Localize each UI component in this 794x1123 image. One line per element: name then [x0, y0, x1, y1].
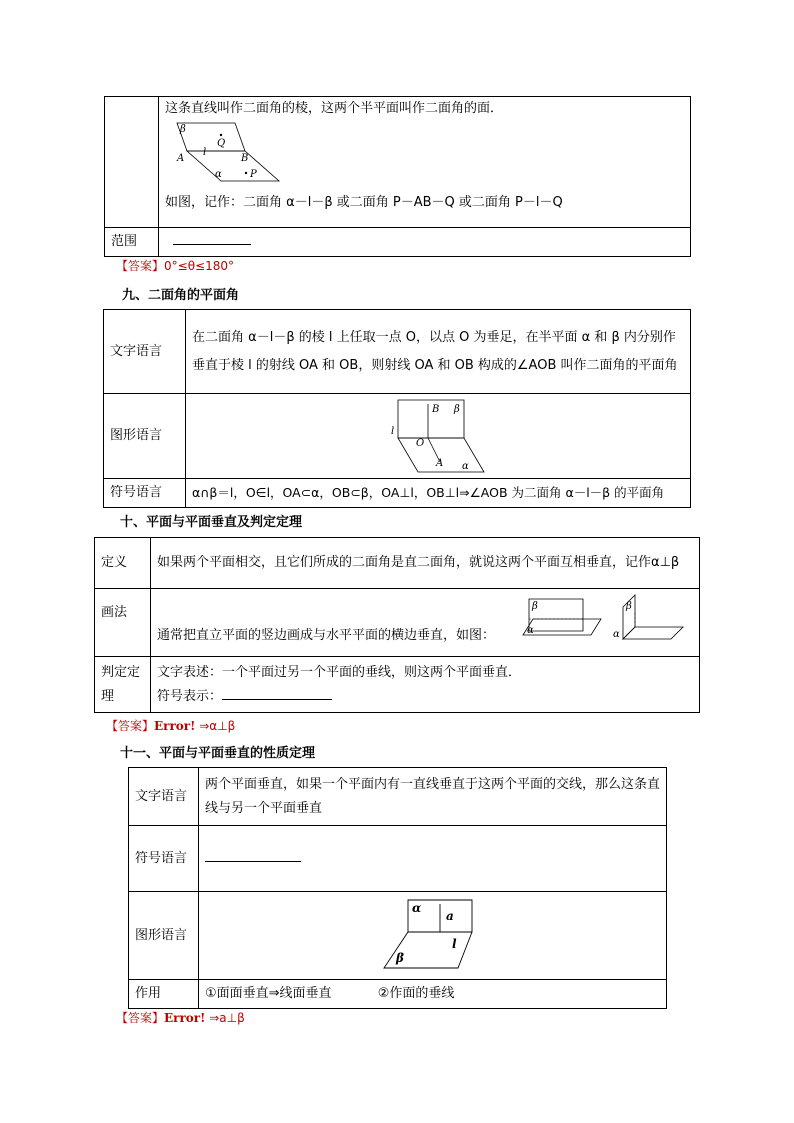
- judge-cell: [151, 657, 700, 713]
- draw-content: 通常把直立平面的竖边画成与水平平面的横边垂直，如图：: [157, 628, 496, 643]
- perpendicular-drawing-2: [611, 593, 691, 643]
- table-cell-empty: [105, 97, 159, 228]
- table-cell-content: [159, 97, 691, 228]
- answer-property: 【答案】Error! ⇒a⊥β: [116, 1011, 245, 1025]
- graph-lang-cell: [186, 394, 691, 479]
- draw-label: 画法: [95, 589, 151, 657]
- use-1: ①面面垂直⇒线面垂直: [205, 986, 332, 1001]
- draw-cell: [151, 589, 700, 657]
- judge-text: 文字表述：一个平面过另一个平面的垂线，则这两个平面垂直．: [157, 664, 522, 680]
- perpendicular-drawing-1: [521, 597, 605, 647]
- beta-label-2: β: [626, 601, 632, 612]
- l-label: l: [451, 936, 457, 951]
- beta-label: β: [395, 950, 404, 965]
- a-label: a: [445, 908, 454, 923]
- b-label: B: [241, 153, 249, 164]
- beta-label-1: β: [532, 601, 538, 612]
- graph-lang-cell-11: [199, 892, 667, 980]
- dihedral-angle-figure: [171, 121, 281, 187]
- text-lang-label-11: 文字语言: [129, 768, 199, 826]
- symbol-lang-label-11: 符号语言: [129, 826, 199, 892]
- judge-label: 判定定理: [95, 657, 151, 713]
- l-label: l: [203, 147, 207, 158]
- alpha-label-1: α: [527, 625, 534, 636]
- o-label: O: [416, 438, 425, 449]
- q-label: Q: [217, 138, 226, 149]
- range-blank: [173, 232, 251, 245]
- plane-angle-table: [103, 309, 691, 508]
- alpha-label-2: α: [613, 629, 620, 640]
- heading-plane-angle: 九、二面角的平面角: [122, 288, 240, 303]
- edge-face-definition: 这条直线叫作二面角的棱，这两个半平面叫作二面角的面．: [165, 101, 504, 116]
- alpha-label: α: [411, 900, 421, 915]
- perpendicular-property-table: [128, 767, 667, 1009]
- a-label: A: [177, 153, 185, 164]
- use-2: ②作面的垂线: [377, 986, 455, 1001]
- notation-line: 如图，记作：二面角 α－l－β 或二面角 P－AB－Q 或二面角 P－l－Q: [165, 195, 563, 210]
- text-lang-label: 文字语言: [104, 310, 186, 394]
- answer-judge: 【答案】Error! ⇒α⊥β: [106, 719, 236, 733]
- symbol-lang-label: 符号语言: [104, 479, 186, 508]
- symbol-blank-cell: [199, 826, 667, 892]
- text-lang-content: 在二面角 α－l－β 的棱 l 上任取一点 O，以点 O 为垂足，在半平面 α 和 β 内分别作垂直于棱 l 的射线 OA 和 OB，则射线 OA 和 OB 构成的∠AOB 叫作二面角的平面角: [186, 310, 691, 394]
- beta-label: β: [180, 124, 186, 135]
- judge-symbol-row: 符号表示：: [157, 685, 693, 709]
- judge-blank: [222, 687, 332, 700]
- heading-perpendicular-property: 十一、平面与平面垂直的性质定理: [120, 746, 316, 761]
- graph-lang-label-11: 图形语言: [129, 892, 199, 980]
- use-label: 作用: [129, 980, 199, 1009]
- beta-label: β: [454, 404, 460, 415]
- graph-lang-label: 图形语言: [104, 394, 186, 479]
- text-lang-content-11: 两个平面垂直，如果一个平面内有一直线垂直于这两个平面的交线，那么这条直线与另一个平面垂直: [199, 768, 667, 826]
- plane-angle-figure: [388, 396, 488, 476]
- range-label: 范围: [105, 228, 159, 257]
- symbol-lang-content: α∩β＝l，O∈l，OA⊂α，OB⊂β，OA⊥l，OB⊥l⇒∠AOB 为二面角 α－l－β 的平面角: [186, 479, 691, 508]
- alpha-label: α: [462, 461, 469, 472]
- a-label: A: [436, 458, 444, 469]
- dihedral-angle-table: [104, 96, 691, 257]
- heading-plane-perpendicular: 十、平面与平面垂直及判定定理: [120, 515, 303, 530]
- p-label: P: [250, 169, 257, 180]
- symbol-blank: [205, 849, 301, 862]
- perpendicular-property-figure: [378, 896, 488, 976]
- def-label: 定义: [95, 538, 151, 589]
- b-label: B: [432, 404, 440, 415]
- use-cell: [199, 980, 667, 1009]
- answer-range: 【答案】0°≤θ≤180°: [116, 259, 235, 273]
- range-blank-cell: [159, 228, 691, 257]
- alpha-label: α: [215, 169, 222, 180]
- def-content: 如果两个平面相交，且它们所成的二面角是直二面角，就说这两个平面互相垂直，记作α⊥β: [151, 538, 700, 589]
- plane-perpendicular-table: [94, 537, 700, 713]
- l-label: l: [391, 426, 395, 437]
